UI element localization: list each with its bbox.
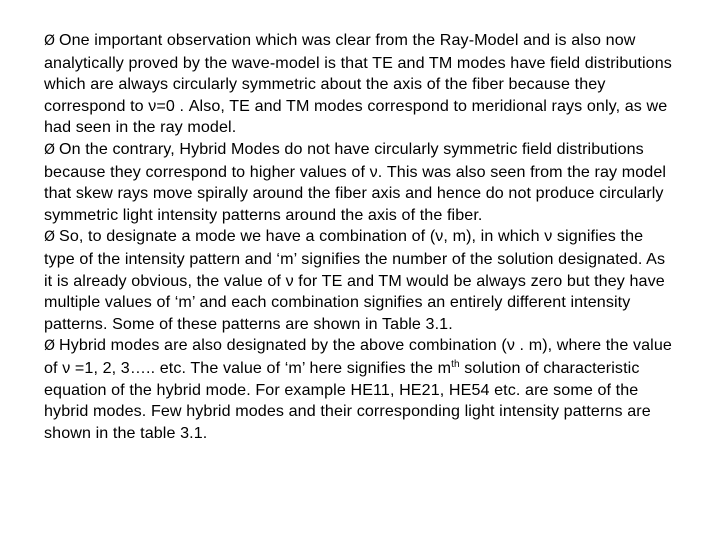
superscript-th: th	[451, 358, 460, 370]
paragraph-text-after: solution of characteristic equation of the hybrid mode. For example HE11, HE21, HE54 etc. are some of the hybrid modes. Few hybrid modes and their corresponding light intensity patterns are shown in the table 3.1.	[44, 358, 651, 442]
paragraph-text: One important observation which was clear from the Ray-Model and is also now analytically proved by the wave-model is that TE and TM modes have field distributions which are always circularly symmetric about the axis of the fiber because they correspond to ν=0 . Also, TE and TM modes correspond to meridional rays only, as we had seen in the ray model.	[44, 31, 672, 137]
bullet-paragraph-hybrid-modes	[44, 139, 674, 226]
bullet-paragraph-hybrid-designation	[44, 335, 674, 444]
paragraph-text-before: Hybrid modes are also designated by the above combination (ν . m), where the value of ν =1, 2, 3….. etc. The value of ‘m’ here signifies the m	[44, 336, 672, 377]
paragraph-text: On the contrary, Hybrid Modes do not have circularly symmetric field distributions because they correspond to higher values of ν. This was also seen from the ray model that skew rays move spirally around the fiber axis and hence do not produce circularly symmetric light intensity patterns around the axis of the fiber.	[44, 139, 667, 224]
paragraph-text: So, to designate a mode we have a combination of (ν, m), in which ν signifies the type of the intensity pattern and ‘m’ signifies the number of the solution designated. As it is already obvious, the value of ν for TE and TM would be always zero but they have multiple values of ‘m’ and each combination signifies an entirely different intensity patterns. Some of these patterns are shown in Table 3.1.	[44, 227, 666, 333]
arrow-bullet-icon: Ø	[44, 141, 56, 158]
arrow-bullet-icon: Ø	[44, 229, 56, 246]
bullet-paragraph-ray-wave-model	[44, 30, 674, 139]
arrow-bullet-icon: Ø	[44, 338, 56, 355]
bullet-paragraph-mode-designation	[44, 226, 674, 335]
arrow-bullet-icon: Ø	[44, 33, 56, 49]
slide-body	[44, 30, 674, 444]
